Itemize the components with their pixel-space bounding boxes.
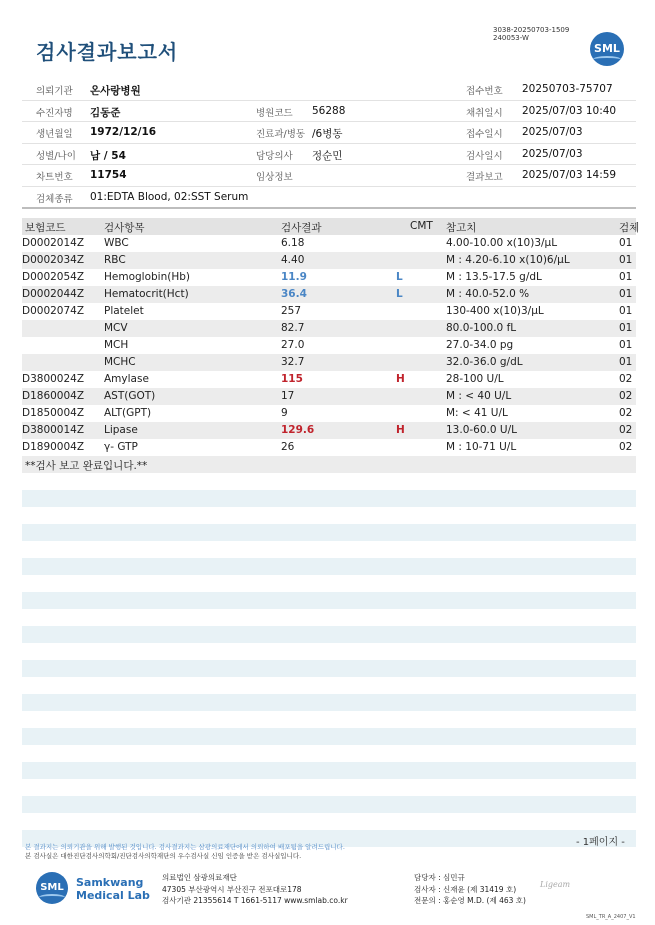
table-row	[22, 337, 636, 354]
sml-logo	[590, 32, 624, 66]
table-row	[22, 286, 636, 303]
cell-name: AST(GOT)	[104, 390, 156, 402]
header-result: 검사결과	[281, 222, 322, 234]
cell-specimen: 02	[619, 373, 633, 385]
receipt-no-value: 20250703-75707	[522, 83, 613, 95]
brand-name	[76, 876, 150, 902]
cell-reference: M : 13.5-17.5 g/dL	[446, 271, 542, 283]
staff-line2: 검사자 : 신재윤 (제 31419 호)	[414, 884, 517, 894]
blank-row-band	[22, 558, 636, 575]
page-number: - 1페이지 -	[576, 837, 625, 848]
cell-name: RBC	[104, 254, 126, 266]
cell-reference: M: < 41 U/L	[446, 407, 508, 419]
cell-result: 115	[281, 373, 303, 385]
cell-cmt: H	[396, 424, 405, 436]
blank-row-band	[22, 626, 636, 643]
staff-info	[414, 872, 526, 907]
cell-code: D3800014Z	[22, 424, 85, 436]
cell-result: 129.6	[281, 424, 315, 436]
footer-sml-logo	[36, 872, 68, 904]
chart-no-value: 11754	[90, 169, 127, 181]
hospital-code-label: 병원코드	[256, 107, 293, 119]
cell-name: Hematocrit(Hct)	[104, 288, 189, 300]
brand-line1: Samkwang	[76, 876, 144, 889]
cell-code: D0002034Z	[22, 254, 85, 266]
cell-specimen: 02	[619, 424, 633, 436]
info-row	[22, 144, 636, 166]
cell-name: Platelet	[104, 305, 144, 317]
dept-label: 진료과/병동	[256, 129, 306, 140]
cell-specimen: 01	[619, 322, 633, 334]
cell-code: D0002044Z	[22, 288, 85, 300]
table-row	[22, 439, 636, 456]
cell-result: 17	[281, 390, 295, 402]
sex-age-label: 성별/나이	[36, 150, 76, 162]
table-row	[22, 303, 636, 320]
header-name: 검사항목	[104, 222, 145, 234]
cell-reference: 28-100 U/L	[446, 373, 504, 385]
report-date-label: 결과보고	[466, 172, 503, 183]
footer-logo-swoosh	[39, 894, 65, 901]
cell-name: WBC	[104, 237, 129, 249]
receipt-no-label: 접수번호	[466, 86, 503, 97]
info-row	[22, 165, 636, 187]
table-row	[22, 388, 636, 405]
staff-line1: 담당자 : 심민규	[414, 873, 465, 882]
header-reference: 참고치	[446, 222, 477, 234]
document-number-line2: 240053-W	[493, 34, 529, 42]
header-specimen: 검체	[619, 222, 640, 234]
hospital-value: 온사랑병원	[90, 85, 141, 97]
cell-specimen: 01	[619, 356, 633, 368]
cell-reference: M : 4.20-6.10 x(10)6/μL	[446, 254, 570, 266]
completion-note: **검사 보고 완료입니다.**	[25, 460, 148, 472]
cell-result: 36.4	[281, 288, 307, 300]
patient-value: 김동준	[90, 106, 121, 119]
cell-result: 6.18	[281, 237, 305, 249]
footer-notice-2: 본 검사실은 대한진단검사의학회/진단검사의학재단의 우수검사실 신임 인증을 받은 검사실입니다.	[25, 852, 302, 860]
signature: Ligeam	[540, 880, 571, 889]
cell-specimen: 02	[619, 390, 633, 402]
cell-code: D0002074Z	[22, 305, 85, 317]
cell-code: D3800024Z	[22, 373, 85, 385]
table-header	[22, 218, 640, 235]
cell-specimen: 01	[619, 305, 633, 317]
sex-age-value: 남 / 54	[90, 149, 126, 162]
receipt-date-value: 2025/07/03	[522, 126, 583, 138]
receipt-date-label: 접수일시	[466, 129, 503, 140]
cell-result: 32.7	[281, 356, 305, 368]
staff-line3: 전문의 : 홍순영 M.D. (제 463 호)	[414, 896, 526, 905]
cell-specimen: 01	[619, 237, 633, 249]
cell-code: D0002014Z	[22, 237, 85, 249]
blank-row-band	[22, 762, 636, 779]
dob-label: 생년월일	[36, 129, 73, 140]
blank-row-band	[22, 592, 636, 609]
patient-label: 수진자명	[36, 107, 73, 119]
address-line2: 47305 부산광역시 부산진구 전포대로178	[162, 884, 302, 894]
blank-row-band	[22, 524, 636, 541]
blank-row-band	[22, 490, 636, 507]
test-date-value: 2025/07/03	[522, 147, 583, 160]
cell-code: D1890004Z	[22, 441, 85, 453]
hospital-label: 의뢰기관	[36, 86, 73, 97]
table-row	[22, 235, 636, 252]
info-row	[22, 122, 636, 144]
collect-time-value: 2025/07/03 10:40	[522, 104, 617, 117]
cell-specimen: 01	[619, 288, 633, 300]
cell-code: D0002054Z	[22, 271, 85, 283]
footer-logo-text: SML	[40, 882, 64, 893]
cell-name: Hemoglobin(Hb)	[104, 271, 191, 283]
header-cmt: CMT	[410, 220, 433, 232]
chart-no-label: 차트번호	[36, 172, 73, 183]
cell-result: 27.0	[281, 339, 305, 351]
cell-result: 82.7	[281, 322, 305, 334]
cell-result: 9	[281, 407, 288, 419]
cell-result: 257	[281, 305, 302, 317]
info-row	[22, 101, 636, 123]
table-row	[22, 405, 636, 422]
cell-specimen: 01	[619, 339, 633, 351]
cell-reference: 4.00-10.00 x(10)3/μL	[446, 237, 558, 249]
cell-result: 26	[281, 441, 295, 453]
report-title: 검사결과보고서	[36, 40, 179, 64]
table-body	[22, 235, 636, 456]
cell-name: MCV	[104, 322, 128, 334]
document-number	[493, 26, 569, 42]
cell-cmt: H	[396, 373, 405, 385]
brand-line2: Medical Lab	[76, 889, 150, 902]
logo-text: SML	[594, 42, 620, 55]
table-row	[22, 422, 636, 439]
table-row	[22, 252, 636, 269]
cell-reference: M : 40.0-52.0 %	[446, 288, 530, 300]
cell-cmt: L	[396, 271, 403, 283]
info-row	[22, 187, 636, 210]
collect-time-label: 채취일시	[466, 107, 503, 119]
blank-row-band	[22, 796, 636, 813]
address-line3: 검사기관 21355614 T 1661-5117 www.smlab.co.kr	[162, 896, 348, 905]
cell-specimen: 01	[619, 271, 633, 283]
blank-row-band	[22, 728, 636, 745]
table-row	[22, 320, 636, 337]
doctor-value: 정순민	[312, 149, 343, 162]
clinical-label: 임상정보	[256, 172, 293, 183]
table-row	[22, 269, 636, 286]
logo-swoosh	[593, 56, 621, 63]
cell-reference: M : 10-71 U/L	[446, 441, 517, 453]
patient-info	[22, 79, 636, 209]
cell-specimen: 01	[619, 254, 633, 266]
hospital-code-value: 56288	[312, 104, 346, 117]
blank-row-band	[22, 660, 636, 677]
form-code: SML_TR_A_2407_V1	[586, 914, 636, 920]
cell-reference: 80.0-100.0 fL	[446, 322, 517, 334]
info-row	[22, 79, 636, 101]
test-date-label: 검사일시	[466, 150, 503, 162]
cell-code: D1850004Z	[22, 407, 85, 419]
lab-address	[162, 872, 348, 907]
cell-name: MCH	[104, 339, 129, 351]
cell-reference: 27.0-34.0 pg	[446, 339, 514, 351]
specimen-label: 검체종류	[36, 193, 73, 205]
cell-name: Amylase	[104, 373, 149, 385]
cell-specimen: 02	[619, 407, 633, 419]
cell-code: D1860004Z	[22, 390, 85, 402]
cell-cmt: L	[396, 288, 403, 300]
cell-name: MCHC	[104, 356, 136, 368]
blank-row-band	[22, 694, 636, 711]
cell-reference: M : < 40 U/L	[446, 390, 512, 402]
cell-reference: 13.0-60.0 U/L	[446, 424, 517, 436]
footer-notice-1: 본 결과지는 의뢰기관을 위해 발행된 것입니다. 검사결과지는 삼광의료재단에서 의뢰하여 배포됨을 알려드립니다.	[25, 843, 345, 851]
results-table	[22, 218, 640, 473]
cell-name: γ- GTP	[104, 441, 138, 453]
table-row	[22, 371, 636, 388]
completion-note-row	[22, 456, 636, 473]
cell-name: Lipase	[104, 424, 138, 436]
table-row	[22, 354, 636, 371]
report-date-value: 2025/07/03 14:59	[522, 169, 617, 181]
cell-result: 11.9	[281, 271, 307, 283]
cell-specimen: 02	[619, 441, 633, 453]
doctor-label: 담당의사	[256, 150, 293, 162]
dept-value: /6병동	[312, 128, 343, 140]
dob-value: 1972/12/16	[90, 126, 157, 138]
cell-reference: 130-400 x(10)3/μL	[446, 305, 544, 317]
cell-reference: 32.0-36.0 g/dL	[446, 356, 523, 368]
specimen-value: 01:EDTA Blood, 02:SST Serum	[90, 190, 249, 203]
header-code: 보험코드	[25, 222, 66, 234]
cell-name: ALT(GPT)	[104, 407, 152, 419]
cell-result: 4.40	[281, 254, 305, 266]
address-line1: 의료법인 삼광의료재단	[162, 873, 237, 882]
document-number-line1: 3038-20250703-1509	[493, 26, 570, 34]
